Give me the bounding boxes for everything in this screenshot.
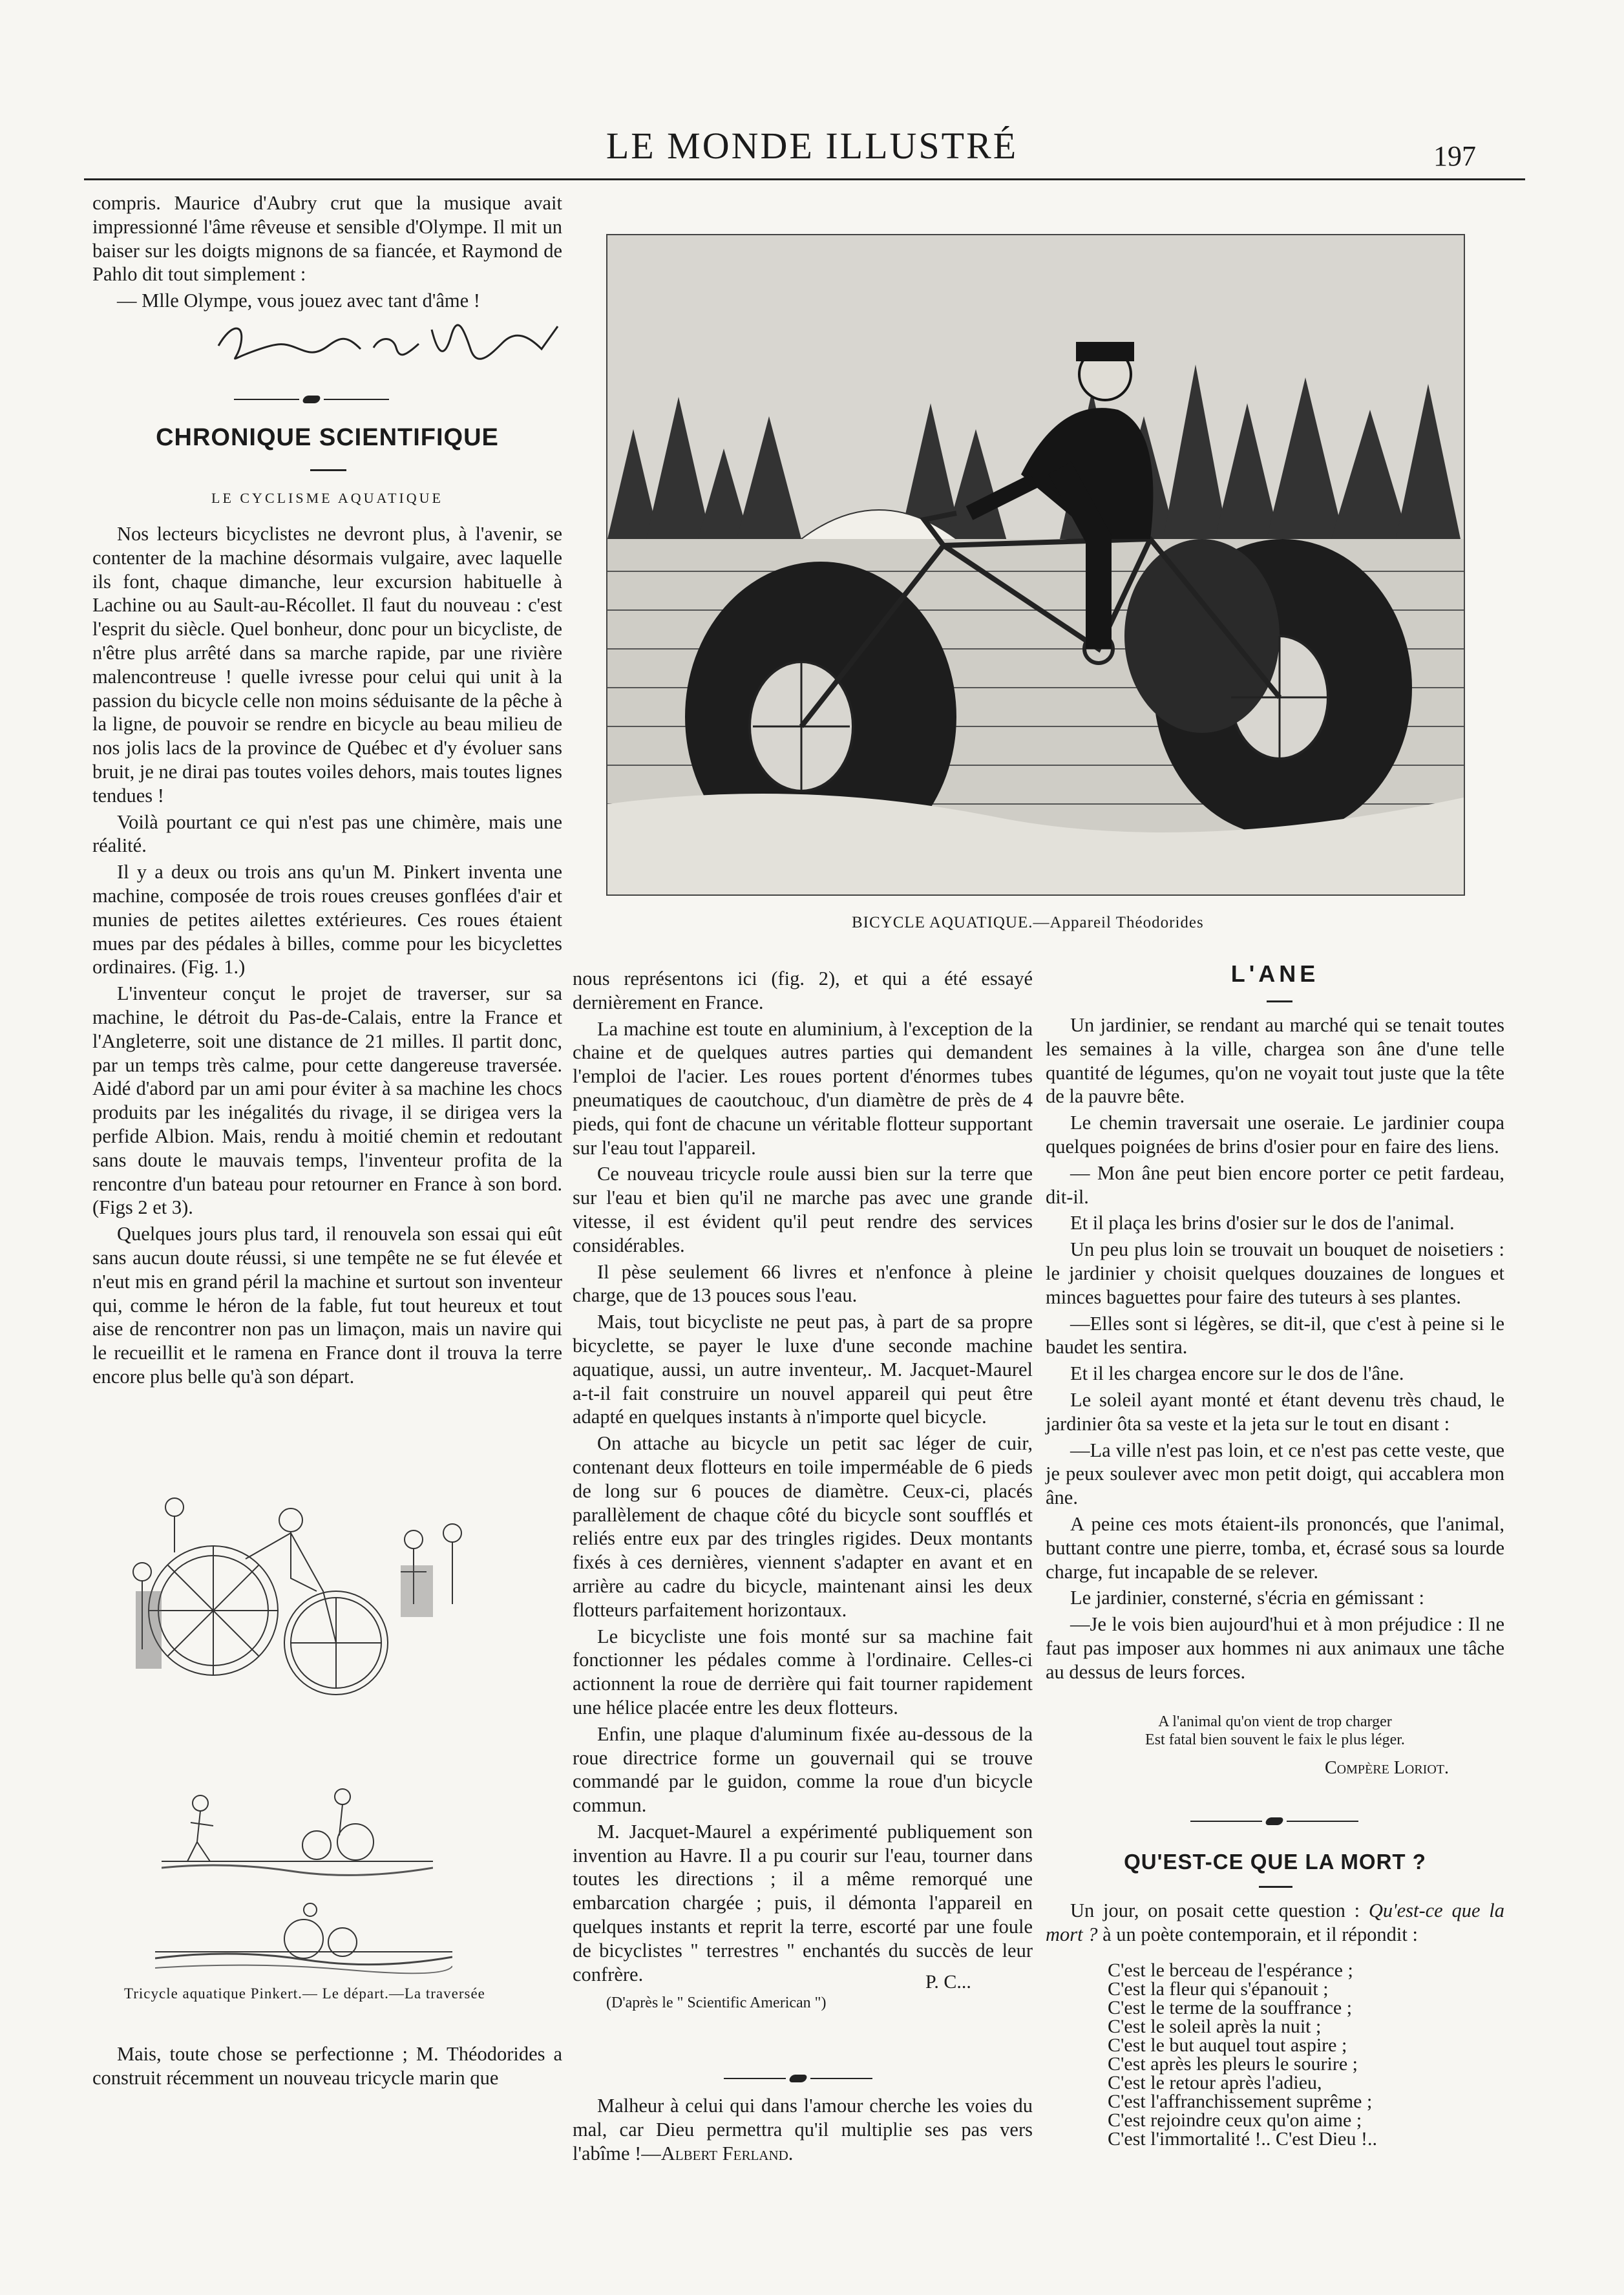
poem-line: C'est le soleil après la nuit ; xyxy=(1108,2016,1322,2037)
ane-title: L'ANE xyxy=(1230,960,1320,987)
paragraph xyxy=(573,2094,1033,2165)
paragraph: Mais, toute chose se perfectionne ; M. Théodorides a construit récemment un nouveau tricycle marin que xyxy=(92,2043,562,2089)
paragraph: compris. Maurice d'Aubry crut que la musique avait impressionné l'âme rêveuse et sensible d'Olympe. Il mit un baiser sur les doigts mignons de sa fiancée, et Raymond de Pahlo dit tout simplement : xyxy=(92,192,562,286)
paragraph: A peine ces mots étaient-ils prononcés, que l'animal, buttant contre une pierre, tomba, et, écrasé sous sa lourde charge, fut incapable de se relever. xyxy=(1046,1512,1504,1583)
paragraph: Et il les chargea encore sur le dos de l'âne. xyxy=(1070,1362,1404,1385)
paragraph: Ce nouveau tricycle roule aussi bien sur la terre que sur l'eau et bien qu'il ne marche pas avec une grande vitesse, il est évident qu'il peut rendre des services considérables. xyxy=(573,1163,1033,1256)
title-rule xyxy=(1259,1886,1292,1888)
quote-text: Malheur à celui qui dans l'amour cherche les voies du mal, car Dieu permettra qu'il multiplie ses pas vers l'abîme !— xyxy=(573,2095,1033,2164)
poem-line: C'est l'immortalité !.. C'est Dieu !.. xyxy=(1108,2128,1377,2150)
paragraph: — Mlle Olympe, vous jouez avec tant d'âme ! xyxy=(117,290,480,312)
main-illustration-caption: BICYCLE AQUATIQUE.—Appareil Théodorides xyxy=(852,914,1204,931)
poem-line: C'est l'affranchissement suprême ; xyxy=(1108,2091,1373,2112)
paragraph: La machine est toute en aluminium, à l'exception de la chaine et de quelques autres parties qui demandent l'emploi de l'acier. Les roues portent d'énormes tubes pneumatiques de caoutchouc, d'un diamètre de près de 4 pieds, qui font de chacune un véritable flotteur supportant sur l'eau tout l'appareil. xyxy=(573,1017,1033,1159)
paragraph: Mais, tout bicycliste ne peut pas, à part de sa propre bicyclette, se payer le luxe d'une seconde machine aquatique, aussi, un autre inventeur,. M. Jacquet-Maurel a-t-il fait construire un nouvel appareil qui peut être adapté en quelques instants à n'importe quel bicycle. xyxy=(573,1311,1033,1428)
poem-line: C'est le but auquel tout aspire ; xyxy=(1108,2035,1347,2056)
pinkert-depart-sketch xyxy=(162,1784,433,1887)
divider-ornament xyxy=(724,2075,872,2082)
paragraph: — Mon âne peut bien encore porter ce petit fardeau, dit-il. xyxy=(1046,1161,1504,1208)
paragraph: Nos lecteurs bicyclistes ne devront plus, à l'avenir, se contenter de la machine désormais vulgaire, avec laquelle ils font, chaque dimanche, leur excursion habituelle à Lachine ou au Sault-au-Récollet. Il faut du nouveau : c'est l'esprit du siècle. Quel bonheur, donc pour un bicycliste, de n'être plus arrêté dans sa marche rapide, par une rivière malencontreuse ! quelle ivresse pour celui qui unit à la passion du bicycle celle non moins séduisante de la pêche à la ligne, de pouvoir se rendre en bicycle au beau milieu de nos jolis lacs de la province de Québec et d'y évoluer sans bruit, je ne dirai pas toutes voiles dehors, mais toutes lignes tendues ! xyxy=(92,523,562,807)
paragraph: Un jardinier, se rendant au marché qui se tenait toutes les semaines à la ville, chargea son âne d'une telle quantité de légumes, qu'on ne voyait tout juste que la tête de la pauvre bête. xyxy=(1046,1014,1504,1108)
article-signature: P. C... xyxy=(925,1971,971,1993)
pinkert-traversee-sketch xyxy=(155,1900,452,1978)
pinkert-caption: Tricycle aquatique Pinkert.— Le départ.—La traversée xyxy=(124,1985,485,2002)
poem-line: C'est le terme de la souffrance ; xyxy=(1108,1997,1353,2018)
mort-title: QU'EST-CE QUE LA MORT ? xyxy=(1124,1850,1426,1874)
paragraph: On attache au bicycle un petit sac léger de cuir, contenant deux flotteurs en toile imperméable de 6 pieds de long sur 6 pouces de diamètre. Ceux-ci, placés parallèlement de chaque côté du bicycle sont soufflés et reliés entre eux par des tringles rigides. Deux montants fixés à ces dernières, viennent s'adapter en avant et en arrière au cadre du bicycle, maintenant ainsi les deux flotteurs parfaitement horizontaux. xyxy=(573,1432,1033,1621)
header-rule xyxy=(84,178,1525,180)
paragraph: Le chemin traversait une oseraie. Le jardinier coupa quelques poignées de brins d'osier pour en faire des liens. xyxy=(1046,1112,1504,1158)
paragraph: nous représentons ici (fig. 2), et qui a été essayé dernièrement en France. xyxy=(573,968,1033,1013)
paragraph: —La ville n'est pas loin, et ce n'est pas cette veste, que je peux soulever avec mon petit doigt, qui accablera mon âne. xyxy=(1046,1439,1504,1509)
paragraph: Le bicycliste une fois monté sur sa machine fait fonctionner les pédales comme à l'ordinaire. Celles-ci actionnent la roue de derrière qui fait tourner rapidement une hélice placée entre les deux flotteurs. xyxy=(573,1625,1033,1719)
moral-verse xyxy=(1046,1713,1504,1749)
article-source: (D'après le " Scientific American ") xyxy=(606,1994,827,2011)
quote-author: Albert Ferland. xyxy=(660,2142,794,2164)
newspaper-title: LE MONDE ILLUSTRÉ xyxy=(606,125,1018,167)
column-1-body xyxy=(92,522,562,1391)
pinkert-tricycle-sketch xyxy=(129,1494,517,1772)
paragraph: Et il plaça les brins d'osier sur le dos de l'animal. xyxy=(1070,1212,1455,1234)
chronique-title: CHRONIQUE SCIENTIFIQUE xyxy=(156,424,499,451)
divider-ornament xyxy=(234,396,389,403)
paragraph: Quelques jours plus tard, il renouvela son essai qui eût sans aucun doute réussi, si une tempête ne se fut élevée et n'eut mis en grand péril la machine et surtout son inventeur qui, comme le héron de la fable, fut tout heureux et tout aise de rencontrer non pas un limaçon, mais un navire qui le recueillit et le ramena en France dont il trouva la terre encore plus belle qu'à son départ. xyxy=(92,1223,562,1388)
intro-text: Un jour, on posait cette question : xyxy=(1070,1899,1369,1921)
poem-line: C'est le berceau de l'espérance ; xyxy=(1108,1960,1353,1981)
poem-line: C'est après les pleurs le sourire ; xyxy=(1108,2053,1358,2075)
paragraph: Le jardinier, consterné, s'écria en gémissant : xyxy=(1070,1587,1424,1609)
divider-ornament xyxy=(1190,1817,1358,1825)
column-2-bottom xyxy=(573,2094,1033,2168)
column-1-bottom xyxy=(92,2042,562,2093)
poem-line: C'est la fleur qui s'épanouit ; xyxy=(1108,1978,1329,2000)
paragraph: L'inventeur conçut le projet de traverser, sur sa machine, le détroit du Pas-de-Calais, entre la France et l'Angleterre, soit une distance de 21 milles. Il partit donc, par un temps très calme, pour cette dangereuse traversée. Aidé d'abord par un ami pour éviter à sa machine les chocs produits par les inégalités du rivage, il se dirigea vers la perfide Albion. Mais, rendu à moitié chemin et redoutant sans doute le mauvais temps, l'inventeur profita de la rencontre d'un bateau pour retourner en France à son bord. (Figs 2 et 3). xyxy=(92,982,562,1219)
intro-text: à un poète contemporain, et il répondit : xyxy=(1097,1923,1418,1945)
title-rule xyxy=(310,469,346,471)
bicycle-aquatique-illustration xyxy=(606,234,1465,896)
poem xyxy=(1108,1961,1470,2148)
title-rule xyxy=(1267,1000,1292,1002)
paragraph: Il pèse seulement 66 livres et n'enfonce à pleine charge, que de 13 pouces sous l'eau. xyxy=(573,1260,1033,1307)
poem-line: C'est le retour après l'adieu, xyxy=(1108,2072,1322,2093)
paragraph: Le soleil ayant monté et étant devenu très chaud, le jardinier ôta sa veste et la jeta sur le tout en disant : xyxy=(1046,1388,1504,1435)
column-3-ane xyxy=(1046,1013,1504,1687)
signature-laurette-de-valmont xyxy=(206,317,567,368)
moral-line: Est fatal bien souvent le faix le plus léger. xyxy=(1145,1731,1405,1748)
paragraph xyxy=(1046,1899,1504,1947)
paragraph: Enfin, une plaque d'aluminum fixée au-dessous de la roue directrice forme un gouvernail qui se trouve commandé par le guidon, comme la roue d'un bicycle commun. xyxy=(573,1722,1033,1817)
column-3-mort xyxy=(1046,1899,1504,1949)
intro-question: Qu'est-ce que la mort ? xyxy=(1046,1899,1504,1945)
chronique-subtitle: LE CYCLISME AQUATIQUE xyxy=(211,490,443,506)
paragraph: Un peu plus loin se trouvait un bouquet de noisetiers : le jardinier y choisit quelques douzaines de longues et minces baguettes pour faire des tuteurs à ses plantes. xyxy=(1046,1238,1504,1308)
paragraph: Voilà pourtant ce qui n'est pas une chimère, mais une réalité. xyxy=(92,810,562,857)
moral-line: A l'animal qu'on vient de trop charger xyxy=(1158,1713,1392,1730)
page-number: 197 xyxy=(1433,140,1476,172)
column-2-body xyxy=(573,967,1033,1989)
paragraph: —Je le vois bien aujourd'hui et à mon préjudice : Il ne faut pas imposer aux hommes ni aux animaux une tâche au dessus de leurs forces. xyxy=(1046,1613,1504,1683)
paragraph: M. Jacquet-Maurel a expérimenté publiquement son invention au Havre. Il a pu courir sur l'eau, tourner dans toutes les directions ; il a même remorqué une embarcation chargée ; puis, il démonta l'appareil en quelques instants et reprit la terre, escorté par une foule de bicyclistes " terrestres " enchantés du succès de leur confrère. xyxy=(573,1820,1033,1985)
column-1-top xyxy=(92,191,562,315)
paragraph: —Elles sont si légères, se dit-il, que c'est à peine si le baudet les sentira. xyxy=(1046,1312,1504,1359)
ane-author: Compère Loriot. xyxy=(1325,1758,1450,1778)
paragraph: Il y a deux ou trois ans qu'un M. Pinkert inventa une machine, composée de trois roues creuses gonflées d'air et munies de petites ailettes extérieures. Ces roues étaient mues par des pédales à billes, comme pour les bicyclettes ordinaires. (Fig. 1.) xyxy=(92,861,562,978)
poem-line: C'est rejoindre ceux qu'on aime ; xyxy=(1108,2110,1362,2131)
